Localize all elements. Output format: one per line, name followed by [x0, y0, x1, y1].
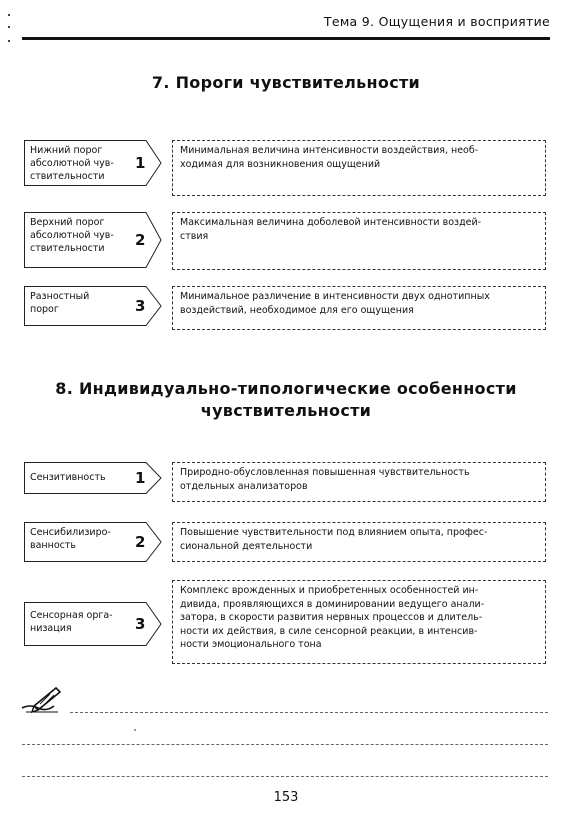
- header-rule: [22, 37, 550, 40]
- term-number: 1: [135, 469, 146, 487]
- definition-box: Максимальная величина доболевой интенсивности воздей- ствия: [172, 212, 546, 270]
- page-number: 153: [273, 790, 299, 805]
- term-label: Сензитивность: [30, 472, 106, 483]
- term-number: 2: [135, 533, 146, 551]
- term-label: Верхний порог абсолютной чув- ствительности: [30, 217, 114, 254]
- note-line: [22, 776, 548, 777]
- section-7-title: 7. Пороги чувствительности: [151, 73, 421, 92]
- note-line: [70, 712, 548, 713]
- definition-box: Минимальная величина интенсивности воздействия, необ- ходимая для возникновения ощущений: [172, 140, 546, 196]
- margin-marks: [8, 14, 12, 54]
- definition-box: Повышение чувствительности под влиянием опыта, профес- сиональной деятельности: [172, 522, 546, 562]
- note-line: [22, 744, 548, 745]
- term-number: 3: [135, 615, 146, 633]
- pen-writing-icon: [20, 686, 64, 716]
- term-number: 3: [135, 297, 146, 315]
- term-number: 1: [135, 154, 146, 172]
- term-label: Сенсорная орга- низация: [30, 610, 113, 634]
- definition-box: Природно-обусловленная повышенная чувствительность отдельных анализаторов: [172, 462, 546, 502]
- definition-box: Комплекс врожденных и приобретенных особенностей ин- дивида, проявляющихся в доминировании ведущего анали- затора, в скорости развития нервных процессов и длитель- ности их действия, в силе сенсорной реакции, в интенсив- ности эмоционального тона: [172, 580, 546, 664]
- running-header: Тема 9. Ощущения и восприятие: [323, 14, 550, 29]
- term-label: Сенсибилизиро- ванность: [30, 527, 111, 551]
- scan-speck: [134, 729, 136, 731]
- term-number: 2: [135, 231, 146, 249]
- term-label: Разностный порог: [30, 291, 90, 315]
- term-label: Нижний порог абсолютной чув- ствительности: [30, 145, 114, 182]
- section-8-title: 8. Индивидуально-типологические особенности чувствительности: [55, 379, 517, 420]
- definition-box: Минимальное различение в интенсивности двух однотипных воздействий, необходимое для его ощущения: [172, 286, 546, 330]
